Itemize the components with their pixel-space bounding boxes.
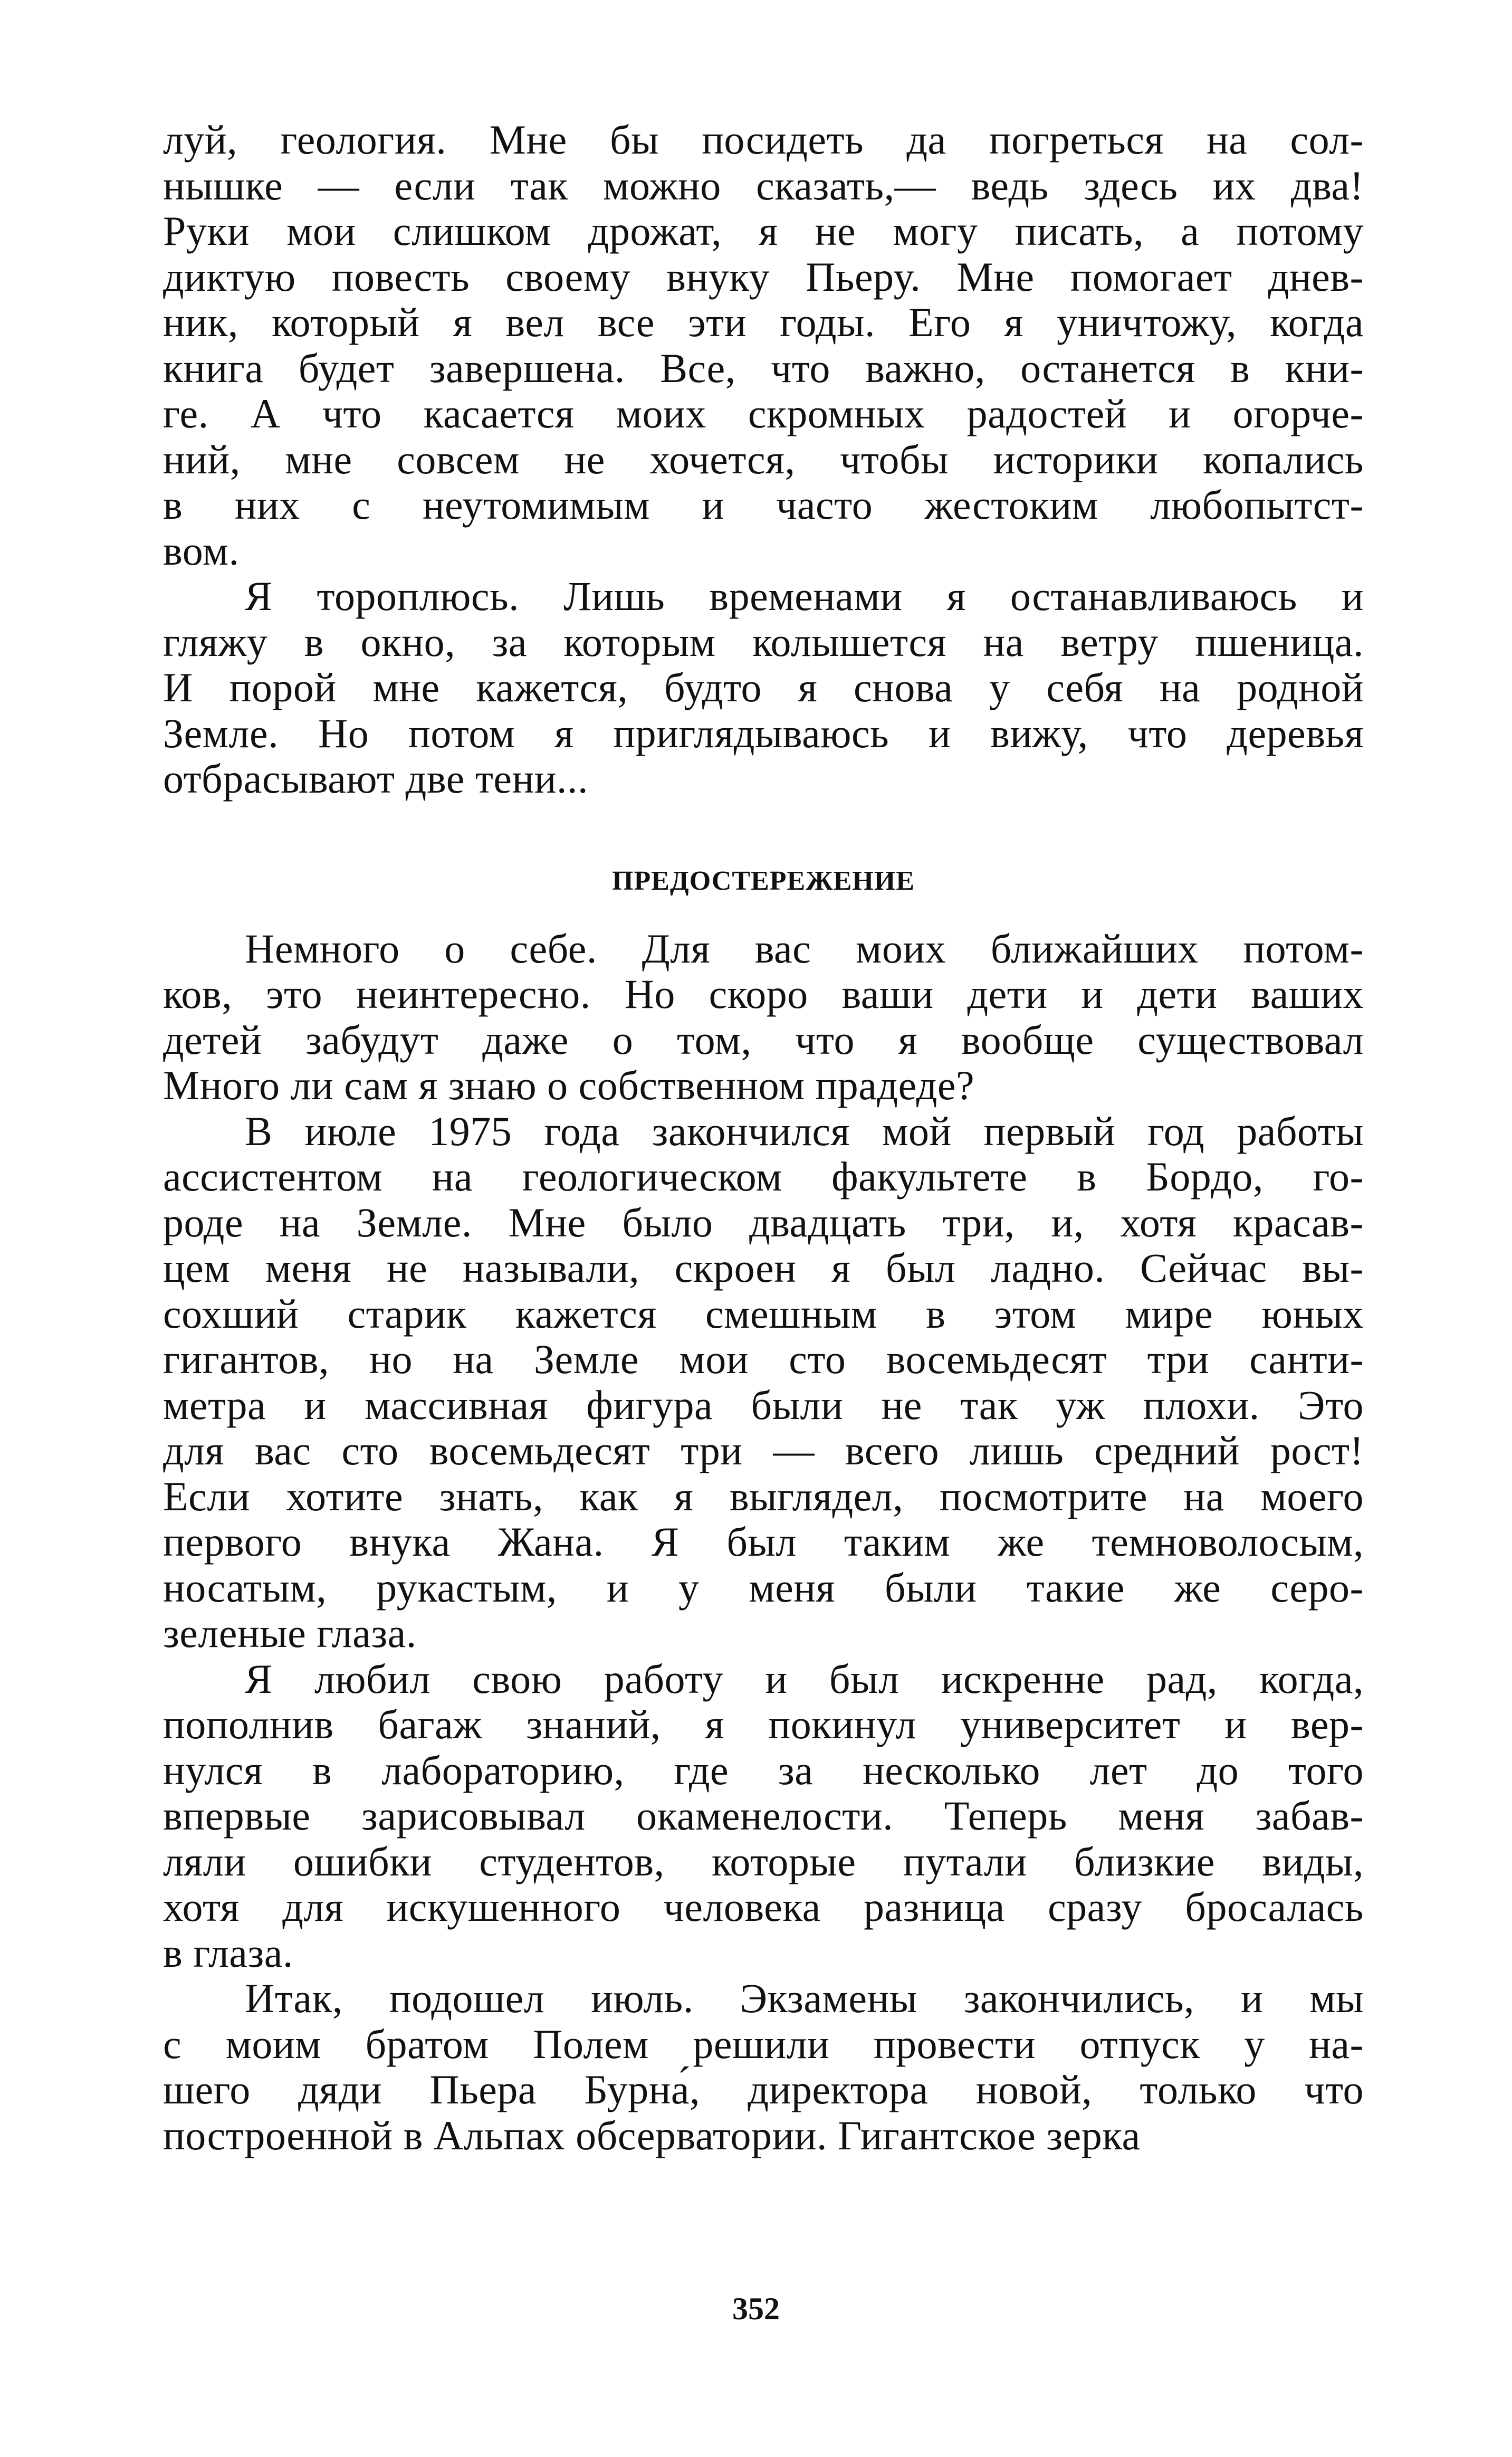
text-line: ге. А что касается моих скромных радостей и огорче-: [163, 391, 1364, 436]
text-line: Я любил свою работу и был искренне рад, когда,: [245, 1655, 1364, 1702]
text-line: носатым, рукастым, и у меня были такие же серо-: [163, 1564, 1364, 1611]
text-line: Земле. Но потом я приглядываюсь и вижу, что деревья: [163, 710, 1364, 756]
text-line: Много ли сам я знаю о собственном прадеде?: [163, 1062, 975, 1108]
text-line: для вас сто восемьдесят три — всего лишь средний рост!: [163, 1427, 1364, 1473]
text-line: книга будет завершена. Все, что важно, останется в кни-: [163, 345, 1364, 391]
paragraph: [163, 1976, 1364, 2158]
text-line: сохший старик кажется смешным в этом мире юных: [163, 1290, 1364, 1337]
text-line: пополнив багаж знаний, я покинул университет и вер-: [163, 1701, 1364, 1747]
text-block-top: [163, 117, 1364, 802]
paragraph: [163, 117, 1364, 574]
paragraph: [163, 1656, 1364, 1976]
text-line: в них с неутомимым и часто жестоким любопытст-: [163, 482, 1364, 528]
text-line: диктую повесть своему внуку Пьеру. Мне помогает днев-: [163, 253, 1364, 300]
text-line: цем меня не называли, скроен я был ладно. Сейчас вы-: [163, 1245, 1364, 1291]
page-number: 352: [732, 2291, 780, 2326]
text-line: ассистентом на геологическом факультете в Бордо, го-: [163, 1154, 1364, 1199]
paragraph: [163, 574, 1364, 802]
text-line: построенной в Альпах обсерватории. Гигантское зерка: [163, 2112, 1141, 2158]
text-line: детей забудут даже о том, что я вообще существовал: [163, 1016, 1364, 1063]
text-line: ляли ошибки студентов, которые путали близкие виды,: [163, 1838, 1364, 1884]
text-line: с моим братом Полем решили провести отпуск у на-: [163, 2021, 1364, 2067]
text-line: гляжу в окно, за которым колышется на ветру пшеница.: [163, 618, 1364, 665]
text-line: отбрасывают две тени...: [163, 756, 589, 802]
paragraph: [163, 926, 1364, 1109]
text-line: роде на Земле. Мне было двадцать три, и, хотя красав-: [163, 1199, 1364, 1245]
text-line: шего дяди Пьера Бурна́, директора новой, только что: [163, 2066, 1364, 2112]
text-line: нышке — если так можно сказать,— ведь здесь их два!: [163, 162, 1364, 208]
text-line: вом.: [163, 527, 240, 574]
text-line: Если хотите знать, как я выглядел, посмотрите на моего: [163, 1473, 1364, 1519]
text-line: хотя для искушенного человека разница сразу бросалась: [163, 1884, 1364, 1930]
text-line: луй, геология. Мне бы посидеть да погреться на сол-: [163, 117, 1364, 163]
text-line: впервые зарисовывал окаменелости. Теперь меня забав-: [163, 1793, 1364, 1839]
text-line: зеленые глаза.: [163, 1610, 417, 1656]
text-line: в глаза.: [163, 1929, 293, 1976]
text-line: Итак, подошел июль. Экзамены закончились, и мы: [245, 1975, 1364, 2021]
page-body: [163, 117, 1364, 2158]
text-line: Руки мои слишком дрожат, я не могу писать, а потому: [163, 208, 1364, 254]
text-line: Немного о себе. Для вас моих ближайших потом-: [245, 925, 1364, 972]
text-line: ний, мне совсем не хочется, чтобы историки копались: [163, 436, 1364, 482]
text-line: ков, это неинтересно. Но скоро ваши дети и дети ваших: [163, 971, 1364, 1017]
text-line: ник, который я вел все эти годы. Его я уничтожу, когда: [163, 299, 1364, 345]
text-line: В июле 1975 года закончился мой первый год работы: [245, 1108, 1364, 1154]
text-line: И порой мне кажется, будто я снова у себя на родной: [163, 664, 1364, 710]
paragraph: [163, 1109, 1364, 1656]
chapter-heading: ПРЕДОСТЕРЕЖЕНИЕ: [612, 865, 915, 896]
text-line: первого внука Жана. Я был таким же темноволосым,: [163, 1519, 1364, 1565]
text-line: метра и массивная фигура были не так уж плохи. Это: [163, 1382, 1364, 1428]
text-line: нулся в лабораторию, где за несколько лет до того: [163, 1747, 1364, 1793]
text-block-bottom: [163, 926, 1364, 2159]
text-line: гигантов, но на Земле мои сто восемьдесят три санти-: [163, 1336, 1364, 1382]
text-line: Я тороплюсь. Лишь временами я останавливаюсь и: [245, 573, 1364, 619]
